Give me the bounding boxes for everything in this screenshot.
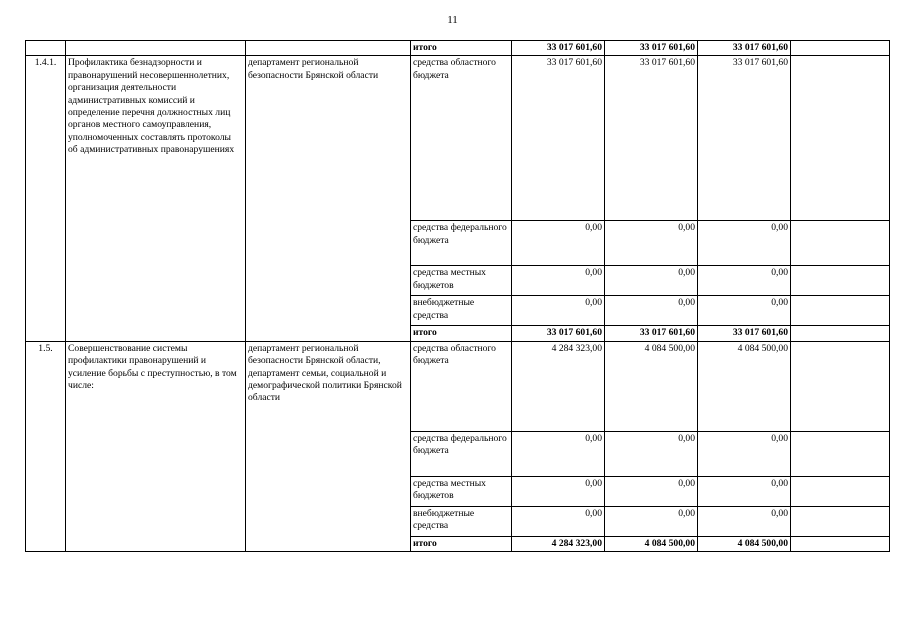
value-cell: 33 017 601,60 (698, 41, 791, 56)
table-row (26, 56, 890, 221)
value-cell: 0,00 (698, 266, 791, 296)
total-label-cell: итого (411, 326, 512, 341)
empty-cell (791, 221, 890, 266)
value-cell: 0,00 (512, 431, 605, 476)
source-label-cell: средства федерального бюджета (411, 221, 512, 266)
section-code: 1.5. (26, 341, 66, 551)
source-label-cell: внебюджетные средства (411, 506, 512, 536)
total-label-cell: итого (411, 536, 512, 551)
section-code: 1.4.1. (26, 56, 66, 341)
empty-cell (791, 506, 890, 536)
value-cell: 0,00 (512, 266, 605, 296)
value-cell: 0,00 (512, 506, 605, 536)
section-name: Совершенствование системы профилактики правонарушений и усиление борьбы с преступностью, в том числе: (66, 341, 246, 551)
value-cell: 33 017 601,60 (698, 56, 791, 221)
value-cell: 0,00 (698, 431, 791, 476)
source-label-cell: средства федерального бюджета (411, 431, 512, 476)
source-label-cell: внебюджетные средства (411, 296, 512, 326)
value-cell: 4 084 500,00 (698, 341, 791, 431)
section-executor: департамент региональной безопасности Брянской области, департамент семьи, социальной и демографической политики Брянской области (246, 341, 411, 551)
value-cell: 33 017 601,60 (512, 41, 605, 56)
value-cell: 0,00 (698, 221, 791, 266)
source-label-cell: итого (411, 41, 512, 56)
empty-cell (791, 326, 890, 341)
value-cell: 0,00 (605, 221, 698, 266)
total-value-cell: 4 084 500,00 (605, 536, 698, 551)
empty-cell (791, 266, 890, 296)
empty-cell (791, 536, 890, 551)
name-cell (66, 41, 246, 56)
budget-table (25, 40, 890, 552)
value-cell: 33 017 601,60 (605, 41, 698, 56)
value-cell: 4 084 500,00 (605, 341, 698, 431)
value-cell: 0,00 (605, 476, 698, 506)
page-number: 11 (447, 14, 458, 26)
table-row (26, 41, 890, 56)
value-cell: 0,00 (512, 296, 605, 326)
value-cell: 0,00 (605, 506, 698, 536)
empty-cell (791, 476, 890, 506)
value-cell: 0,00 (512, 221, 605, 266)
value-cell: 0,00 (605, 296, 698, 326)
empty-cell (791, 431, 890, 476)
value-cell: 0,00 (605, 266, 698, 296)
empty-cell (791, 56, 890, 221)
source-label-cell: средства областного бюджета (411, 341, 512, 431)
value-cell: 0,00 (698, 506, 791, 536)
source-label-cell: средства местных бюджетов (411, 266, 512, 296)
source-label-cell: средства местных бюджетов (411, 476, 512, 506)
value-cell: 0,00 (698, 476, 791, 506)
empty-cell (791, 341, 890, 431)
section-name: Профилактика безнадзорности и правонарушений несовершеннолетних, организация деятельности административных комиссий и определение перечня должностных лиц органов местного самоуправления, уполномоченных составлять протоколы об административных правонарушениях (66, 56, 246, 341)
empty-cell (791, 41, 890, 56)
total-value-cell: 33 017 601,60 (512, 326, 605, 341)
source-label-cell: средства областного бюджета (411, 56, 512, 221)
value-cell: 33 017 601,60 (605, 56, 698, 221)
table-row (26, 341, 890, 431)
value-cell: 0,00 (605, 431, 698, 476)
value-cell: 0,00 (698, 296, 791, 326)
executor-cell (246, 41, 411, 56)
total-value-cell: 4 284 323,00 (512, 536, 605, 551)
section-executor: департамент региональной безопасности Брянской области (246, 56, 411, 341)
total-value-cell: 33 017 601,60 (698, 326, 791, 341)
value-cell: 0,00 (512, 476, 605, 506)
value-cell: 33 017 601,60 (512, 56, 605, 221)
empty-cell (791, 296, 890, 326)
total-value-cell: 33 017 601,60 (605, 326, 698, 341)
total-value-cell: 4 084 500,00 (698, 536, 791, 551)
code-cell (26, 41, 66, 56)
value-cell: 4 284 323,00 (512, 341, 605, 431)
